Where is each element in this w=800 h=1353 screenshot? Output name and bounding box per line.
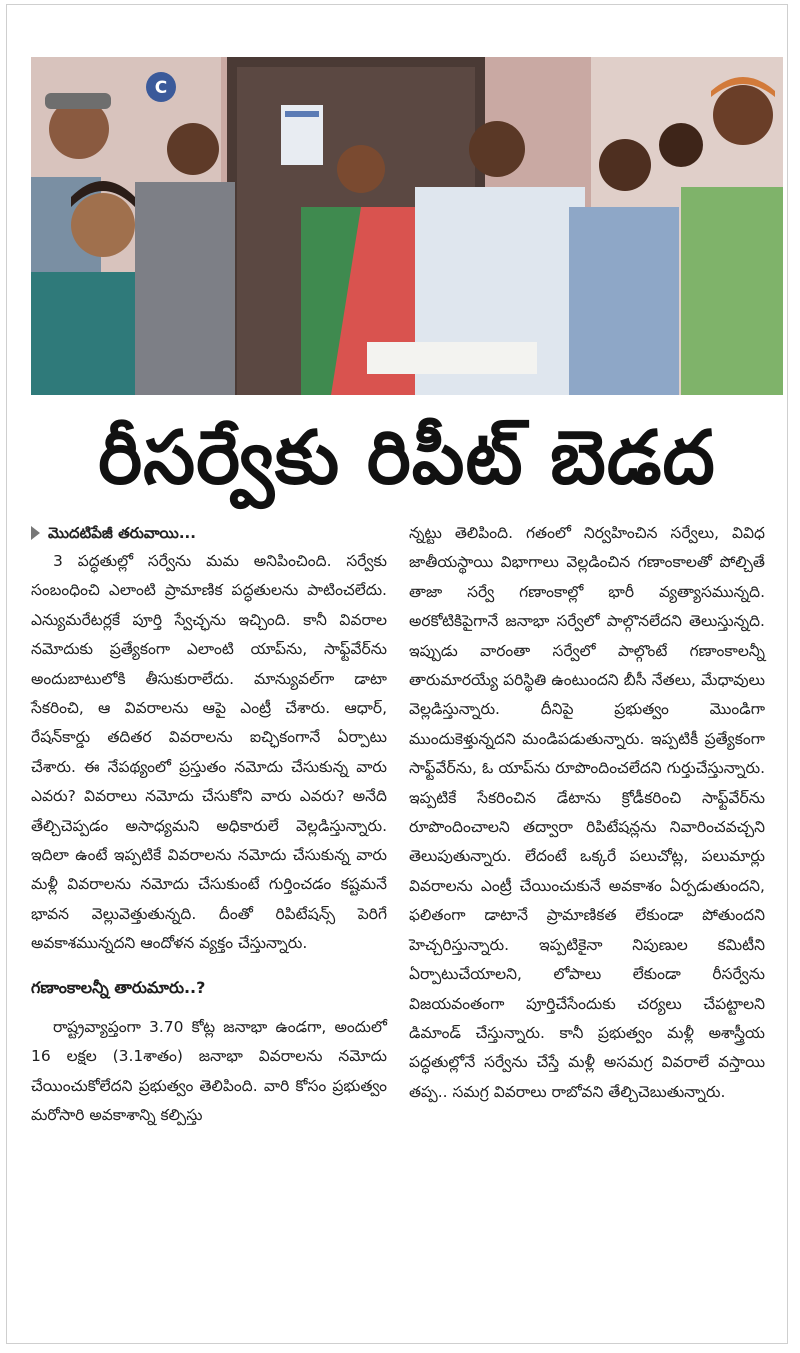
continued-label: మొదటిపేజీ తరువాయి...	[48, 524, 196, 542]
triangle-right-icon	[31, 526, 40, 540]
survey-papers	[367, 342, 537, 374]
article-paragraph: 3 పద్ధతుల్లో సర్వేను మమ అనిపించింది. సర్వేకు సంబంధించి ఎలాంటి ప్రామాణిక పద్ధతులను పాటించలేదు. ఎన్యుమరేటర్లకే పూర్తి స్వేచ్ఛను ఇచ్చింది. కానీ వివరాల నమోదుకు ప్రత్యేకంగా ఎలాంటి యాప్‌ను, సాఫ్ట్‌వేర్‌ను అందుబాటులోకి తీసుకురాలేదు. మాన్యువల్‌గా డాటా సేకరించి, ఆ వివరాలను ఆపై ఎంట్రీ చేశారు. ఆధార్, రేషన్‌కార్డు తదితర వివరాలను ఐచ్ఛికంగానే ఏర్పాటు చేశారు. ఈ నేపథ్యంలో ప్రస్తుతం నమోదు చేసుకున్న వారు ఎవరు? వివరాలు నమోదు చేసుకోని వారు ఎవరు? అనేది తేల్చిచెప్పడం అసాధ్యమని అధికారులే వెల్లడిస్తున్నారు. ఇదిలా ఉంటే ఇప్పటికే వివరాలను నమోదు చేసుకున్న వారు మళ్లీ వివరాలను నమోదు చేసుకుంటే గుర్తించడం కష్టమనే భావన వెల్లువెత్తుతున్నది. దీంతో రిపిటేషన్స్ పెరిగే అవకాశమున్నదని ఆందోళన వ్యక్తం చేస్తున్నారు.	[31, 552, 387, 953]
article-column-left	[31, 519, 387, 1130]
news-photo	[31, 57, 783, 395]
continued-marker	[31, 519, 387, 547]
photo-illustration	[31, 57, 783, 395]
newspaper-clipping	[6, 4, 788, 1344]
article-paragraph: న్నట్టు తెలిపింది. గతంలో నిర్వహించిన సర్వేలు, వివిధ జాతీయస్థాయి విభాగాలు వెల్లడించిన గణాంకాలతో పోల్చితే తాజా సర్వే గణాంకాల్లో భారీ వ్యత్యాసమున్నది. అరకోటికిపైగానే జనాభా సర్వేలో పాల్గొనలేదని తెలుస్తున్నది. ఇప్పుడు వారంతా సర్వేలో పాల్గొంటే గణాంకాలన్నీ తారుమారయ్యే పరిస్థితి ఉంటుందని బీసీ నేతలు, మేధావులు వెల్లడిస్తున్నారు. దీనిపై ప్రభుత్వం మొండిగా ముందుకెళ్తున్నదని మండిపడుతున్నారు. ఇప్పటికీ ప్రత్యేకంగా సాఫ్ట్‌వేర్‌ను, ఓ యాప్‌ను రూపొందించలేదని గుర్తుచేస్తున్నారు. ఇప్పటికే సేకరించిన డేటాను క్రోడీకరించి సాఫ్ట్‌వేర్‌ను రూపొందించాలని తద్వారా రిపిటేషన్లను నివారించవచ్చని తెలుపుతున్నారు. లేదంటే ఒక్కరే పలుచోట్ల, పలుమార్లు వివరాలను ఎంట్రీ చేయించుకునే అవకాశం ఏర్పడుతుందని, ఫలితంగా డాటానే ప్రామాణికత లేకుండా పోతుందని హెచ్చరిస్తున్నారు. ఇప్పటికైనా నిపుణుల కమిటీని ఏర్పాటుచేయాలని, లోపాలు లేకుండా రీసర్వేను విజయవంతంగా పూర్తిచేసేందుకు చర్యలు చేపట్టాలని డిమాండ్ చేస్తున్నారు. కానీ ప్రభుత్వం మళ్లీ అశాస్త్రీయ పద్ధతుల్లోనే సర్వేను చేస్తే మళ్లీ అసమగ్ర వివరాలే వస్తాయి తప్ప.. సమగ్ర వివరాలు రాబోవని తేల్చిచెబుతున్నారు.	[409, 524, 765, 1101]
article-subheading: గణాంకాలన్నీ తారుమారు..?	[31, 977, 206, 997]
headline: రీసర్వేకు రిపీట్ బెడద	[98, 415, 716, 501]
article-column-right	[409, 519, 765, 1107]
article-paragraph: రాష్ట్రవ్యాప్తంగా 3.70 కోట్ల జనాభా ఉండగా, అందులో 16 లక్షల (3.1శాతం) జనాభా వివరాలను నమోదు చేయించుకోలేదని ప్రభుత్వం తెలిపింది. వారి కోసం ప్రభుత్వం మరోసారి అవకాశాన్ని కల్పిస్తు	[31, 1017, 387, 1124]
channel-logo-letter: C	[154, 78, 168, 98]
